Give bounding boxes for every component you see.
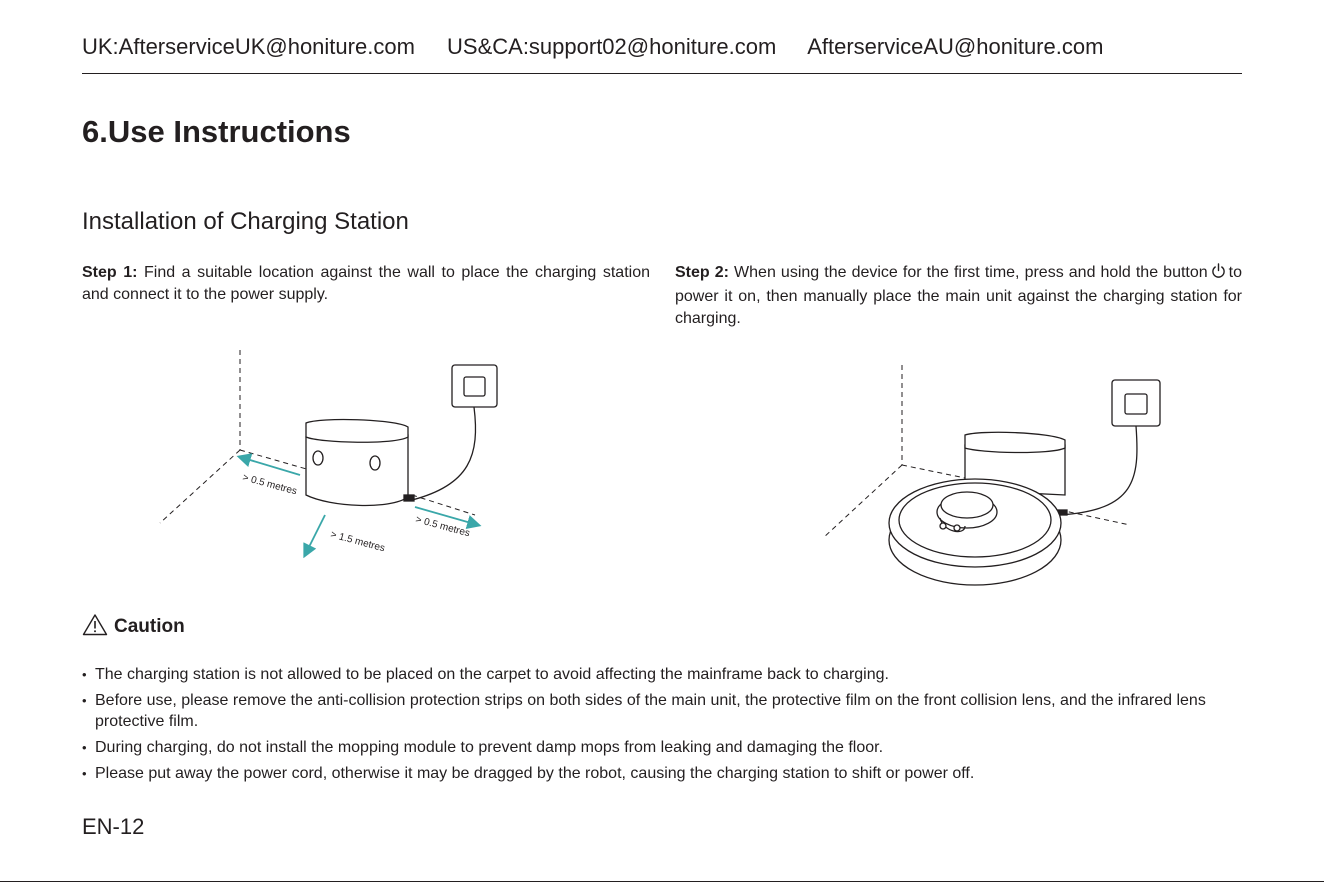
step-2-label: Step 2: <box>675 264 729 281</box>
power-cord <box>1060 426 1137 515</box>
robot-vacuum-icon <box>889 479 1061 585</box>
step-1 <box>82 262 650 306</box>
caution-item: • During charging, do not install the mopping module to prevent damp mops from leaking and damaging the floor. <box>82 737 1232 758</box>
au-email: AfterserviceAU@honiture.com <box>807 34 1104 59</box>
caution-label: Caution <box>114 616 185 637</box>
power-icon <box>1211 263 1226 286</box>
left-clearance-arrow <box>240 457 300 475</box>
step-2 <box>675 262 1242 330</box>
step-2-text-before: When using the device for the first time, press and hold the button <box>728 264 1208 281</box>
uk-email: UK:AfterserviceUK@honiture.com <box>82 34 415 59</box>
page-number: EN-12 <box>82 814 145 839</box>
power-cord <box>412 407 476 500</box>
subsection-title: Installation of Charging Station <box>82 208 409 235</box>
right-clearance-label: > 0.5 metres <box>414 514 472 540</box>
wall-socket-icon <box>452 365 497 407</box>
front-clearance-label: > 1.5 metres <box>329 529 387 555</box>
front-clearance-arrow <box>305 515 325 555</box>
charging-station-clearance-illustration <box>150 345 530 565</box>
us-ca-email: US&CA:support02@honiture.com <box>447 34 777 59</box>
robot-docking-illustration <box>815 360 1175 590</box>
charging-station-icon <box>306 420 414 506</box>
section-title: 6.Use Instructions <box>82 114 351 149</box>
step-1-label: Step 1: <box>82 264 138 281</box>
page-bottom-border <box>0 881 1324 882</box>
caution-item: • Before use, please remove the anti-collision protection strips on both sides of the main unit, the protective film on the front collision lens, and the infrared lens protective film. <box>82 690 1232 732</box>
caution-item: • Please put away the power cord, otherwise it may be dragged by the robot, causing the charging station to shift or power off. <box>82 763 1232 784</box>
step-1-text: Find a suitable location against the wall to place the charging station and connect it to the power supply. <box>82 264 651 303</box>
caution-list <box>82 664 1232 789</box>
caution-item: • The charging station is not allowed to be placed on the carpet to avoid affecting the mainframe back to charging. <box>82 664 1232 685</box>
left-clearance-label: > 0.5 metres <box>241 472 299 498</box>
wall-socket-icon <box>1112 380 1160 426</box>
header-divider <box>82 73 1242 74</box>
caution-heading <box>82 613 185 641</box>
contact-header <box>82 34 1242 60</box>
warning-triangle-icon <box>82 613 108 641</box>
step-2-text-after: to power it on, then manually place the main unit against the charging station for charging. <box>675 264 1243 327</box>
